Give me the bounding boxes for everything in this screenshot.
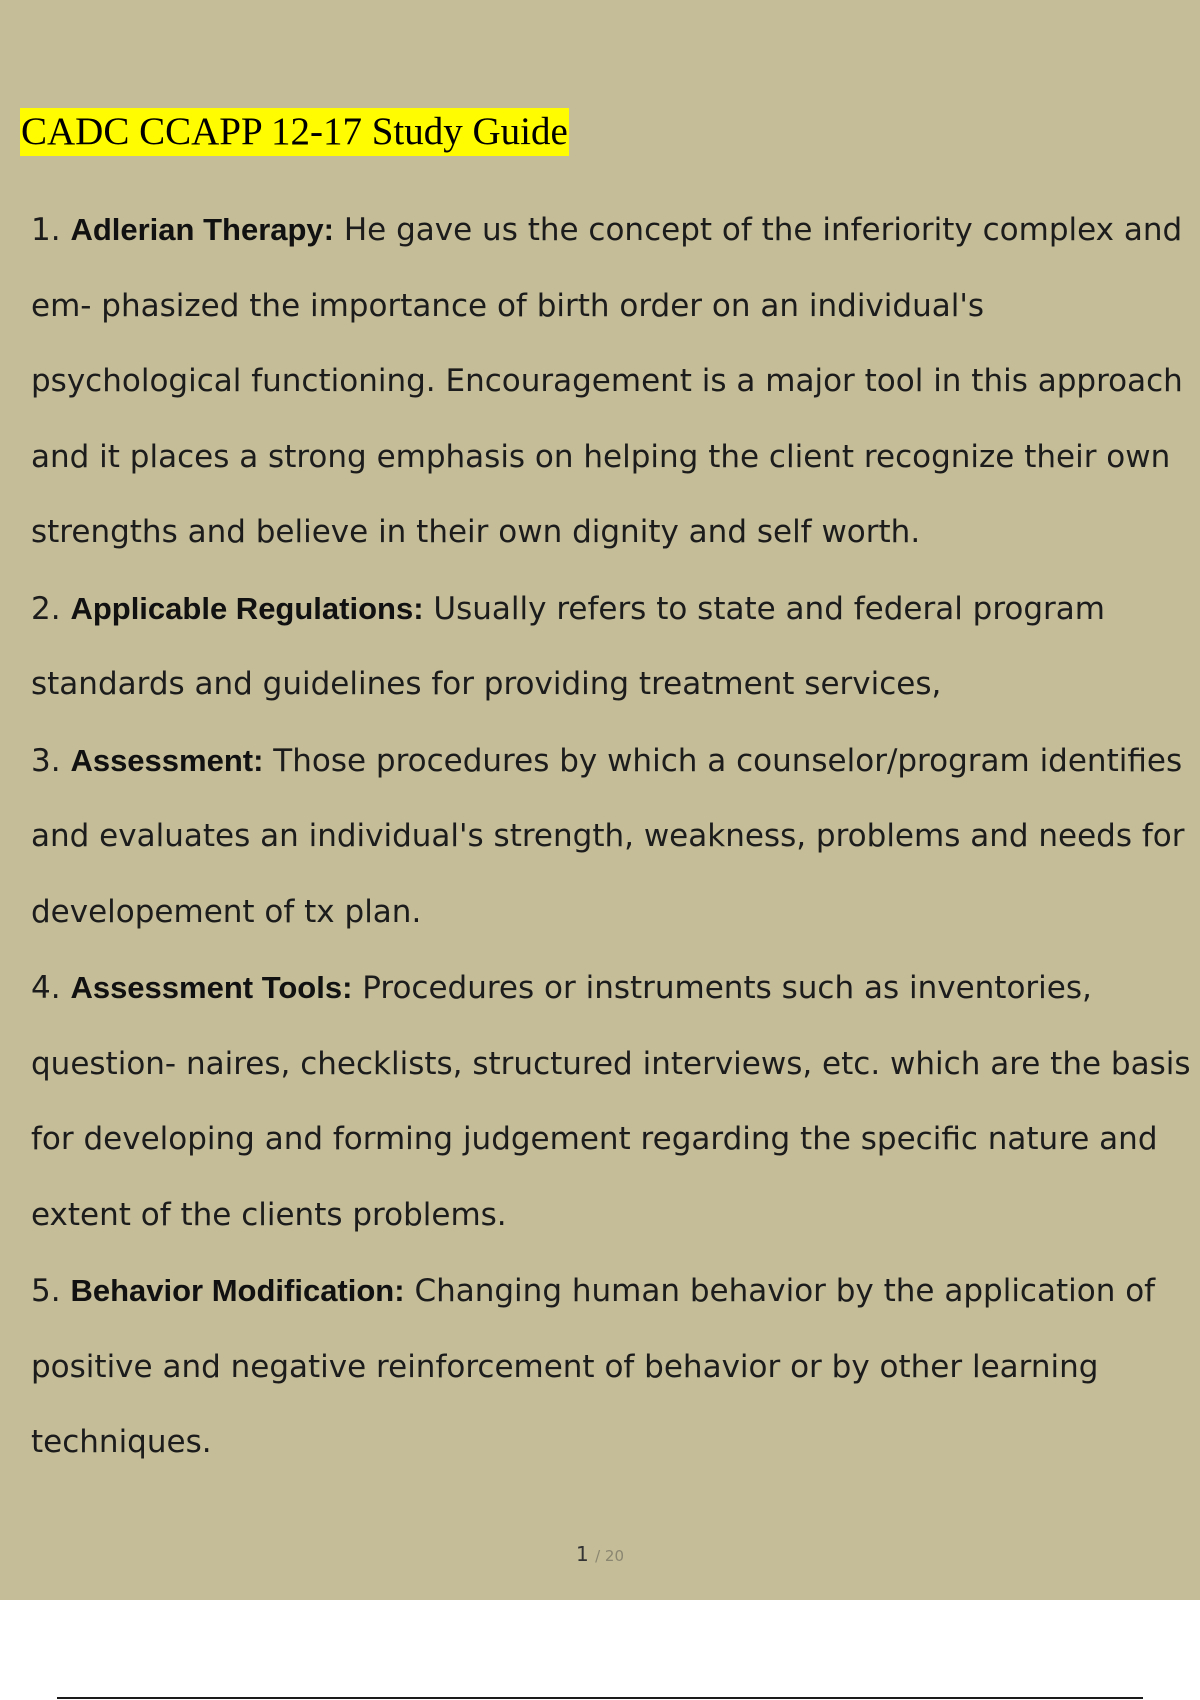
term-definition: He gave us the concept of the inferiority complex and em- phasized the importance of birth order on an individual's psychological functioning. Encouragement is a major tool in this approach and it places a strong emphasis on helping the client recognize their own strengths and believe in their own dignity and self worth. [31,212,1183,550]
term-number: 5. [31,1273,61,1309]
next-page-top-rule [57,1697,1143,1699]
term-number: 1. [31,212,61,248]
term-definition: Those procedures by which a counselor/program identifies and evaluates an individual's strength, weakness, problems and needs for developement of tx plan. [31,742,1185,930]
term-name: Behavior Modification: [70,1273,405,1308]
term-name: Adlerian Therapy: [70,212,334,247]
page-indicator [0,1541,1200,1569]
term-item [31,950,1197,1253]
term-number: 3. [31,742,61,779]
total-pages: / 20 [595,1547,624,1565]
current-page-number: 1 [575,1542,589,1566]
term-item [31,1253,1197,1481]
term-definition: Usually refers to state and federal program standards and guidelines for providing treatment services, [31,590,1105,702]
term-definition: Procedures or instruments such as inventories, question- naires, checklists, structured interviews, etc. which are the basis for developing and forming judgement regarding the specific nature and extent of the clients problems. [31,970,1191,1233]
term-item [31,723,1197,951]
document-title: CADC CCAPP 12-17 Study Guide [20,108,569,156]
term-name: Assessment Tools: [70,970,353,1005]
term-number: 2. [31,590,61,627]
term-definition: Changing human behavior by the application of positive and negative reinforcement of behavior or by other learning techniques. [31,1273,1156,1460]
term-item [31,571,1197,723]
term-name: Assessment: [70,742,264,778]
term-item [31,192,1197,571]
term-list [31,192,1197,1481]
term-name: Applicable Regulations: [70,590,424,626]
term-number: 4. [31,970,61,1006]
